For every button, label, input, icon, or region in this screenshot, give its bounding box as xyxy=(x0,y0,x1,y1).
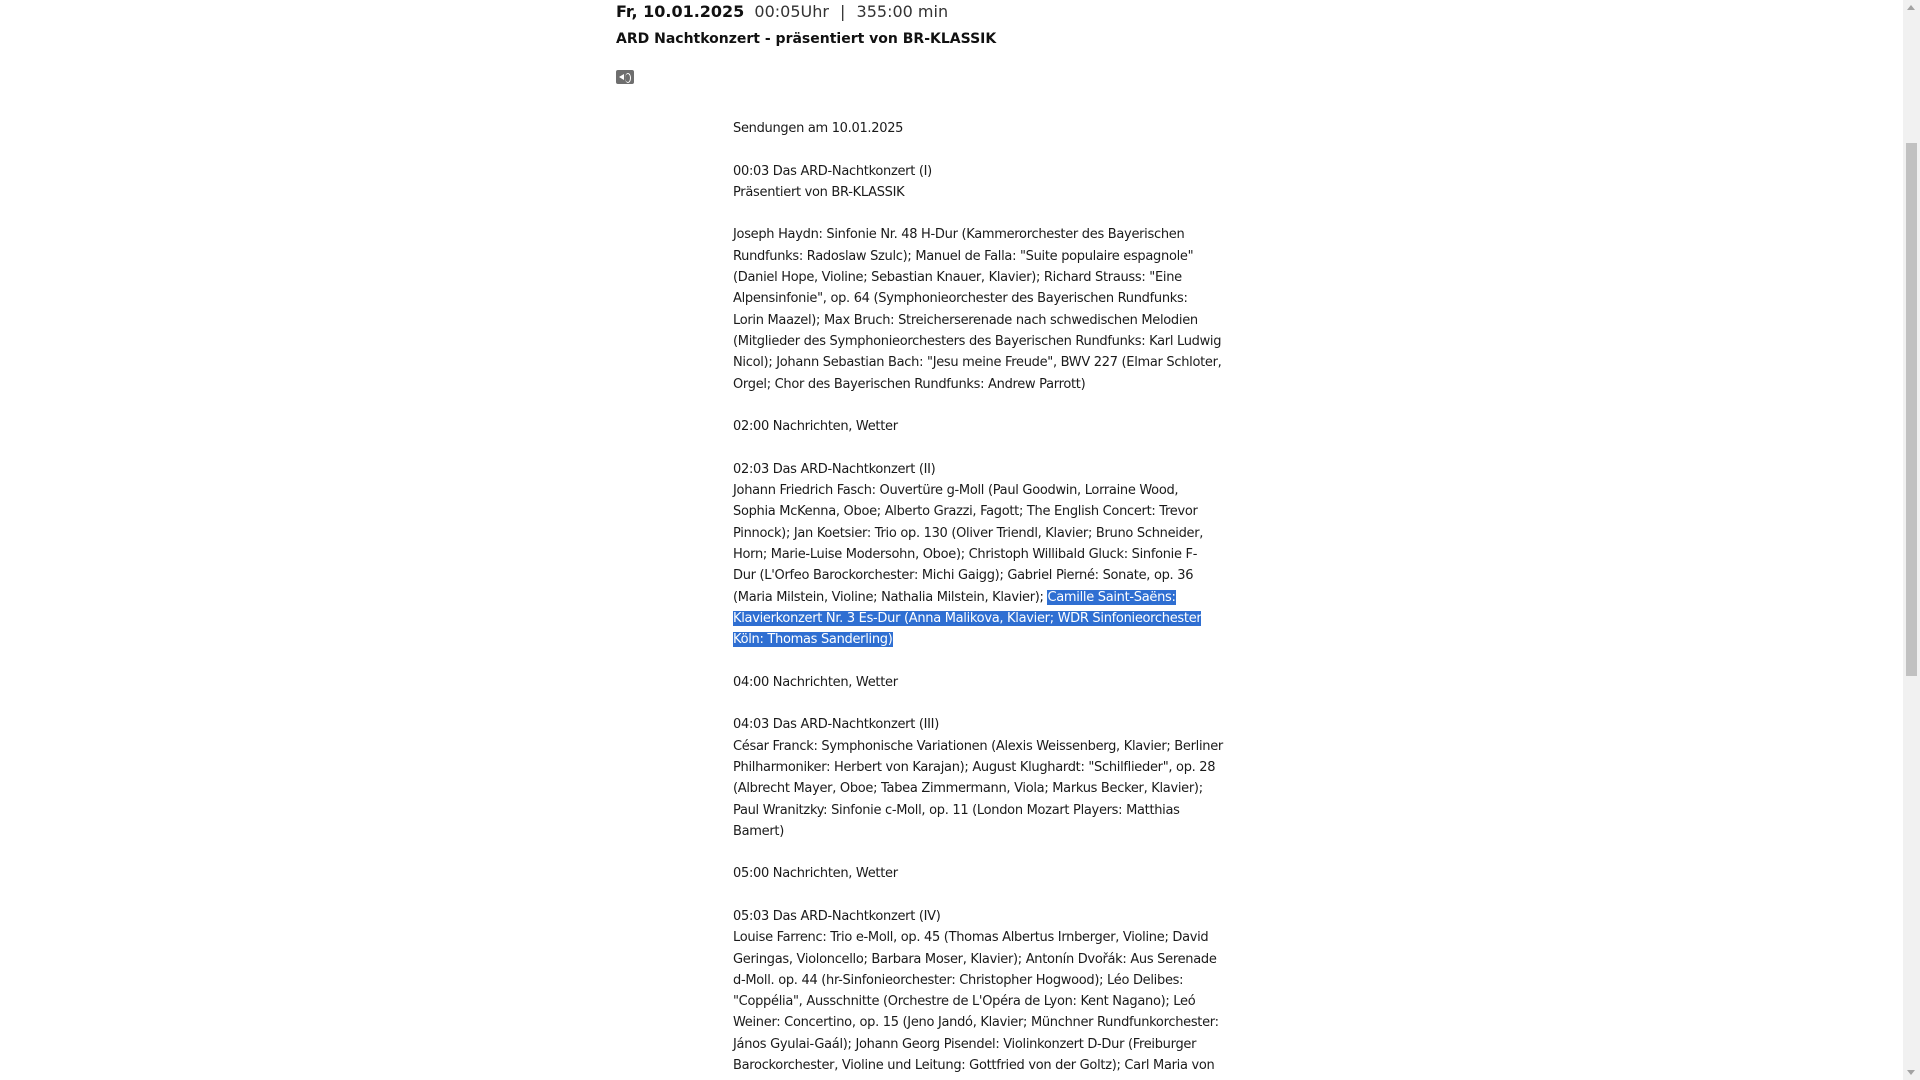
program-line: Lorin Maazel); Max Bruch: Streicherserenade nach schwedischen Melodien xyxy=(733,312,1198,328)
program-line: Barockorchester, Violine und Leitung: Gottfried von der Goltz); Carl Maria von xyxy=(733,1058,1215,1074)
selected-text: Camille Saint-Saëns: xyxy=(1047,589,1176,605)
program-block-5 xyxy=(733,672,1173,693)
program-line: János Gyulai-Gaál); Johann Georg Pisendel: Violinkonzert D-Dur (Freiburger xyxy=(733,1036,1197,1052)
program-line: d-Moll. op. 44 (hr-Sinfonieorchester: Christopher Hogwood); Léo Delibes: xyxy=(733,972,1184,988)
program-line: Präsentiert von BR-KLASSIK xyxy=(733,184,905,200)
program-line: Joseph Haydn: Sinfonie Nr. 48 H-Dur (Kammerorchester des Bayerischen xyxy=(733,227,1185,243)
program-block-6 xyxy=(733,714,1223,842)
program-line: (Mitglieder des Symphonieorchesters des Bayerischen Rundfunks: Karl Ludwig xyxy=(733,333,1222,349)
program-line: Nicol); Johann Sebastian Bach: "Jesu meine Freude", BWV 227 (Elmar Schloter, xyxy=(733,355,1222,371)
program-line: "Coppélia", Ausschnitte (Orchestre de L'Opéra de Lyon: Kent Nagano); Leó xyxy=(733,994,1196,1010)
program-line: Johann Friedrich Fasch: Ouvertüre g-Moll (Paul Goodwin, Lorraine Wood, xyxy=(733,483,1179,499)
program-block-3 xyxy=(733,416,1173,437)
program-line: 04:03 Das ARD-Nachtkonzert (III) xyxy=(733,717,939,733)
program-block-8 xyxy=(733,906,1219,1076)
program-line xyxy=(733,608,1202,629)
program-line: Dur (L'Orfeo Barockorchester: Michi Gaigg); Gabriel Pierné: Sonate, op. 36 xyxy=(733,568,1194,584)
broadcast-date: Fr, 10.01.2025 xyxy=(616,2,745,21)
program-line: Rundfunks: Radoslaw Szulc); Manuel de Falla: "Suite populaire espagnole" xyxy=(733,248,1194,264)
scroll-up-arrow-icon[interactable] xyxy=(1907,5,1915,10)
program-line: César Franck: Symphonische Variationen (Alexis Weissenberg, Klavier; Berliner xyxy=(733,738,1223,754)
program-line: 05:00 Nachrichten, Wetter xyxy=(733,866,898,882)
program-line: Orgel; Chor des Bayerischen Rundfunks: Andrew Parrott) xyxy=(733,376,1086,392)
program-block-4 xyxy=(733,459,1204,651)
broadcast-date-line xyxy=(616,2,948,22)
program-line: 00:03 Das ARD-Nachtkonzert (I) xyxy=(733,163,932,179)
program-line: Horn; Marie-Luise Modersohn, Oboe); Christoph Willibald Gluck: Sinfonie F- xyxy=(733,546,1198,562)
program-line: Paul Wranitzky: Sinfonie c-Moll, op. 11 (London Mozart Players: Matthias xyxy=(733,802,1180,818)
scroll-down-arrow-icon[interactable] xyxy=(1907,1070,1915,1075)
program-line xyxy=(733,629,1173,650)
broadcast-title: ARD Nachtkonzert - präsentiert von BR-KLASSIK xyxy=(616,31,997,47)
program-line: 04:00 Nachrichten, Wetter xyxy=(733,674,898,690)
program-block-7 xyxy=(733,863,1173,884)
program-line: Louise Farrenc: Trio e-Moll, op. 45 (Thomas Albertus Irnberger, Violine; David xyxy=(733,930,1209,946)
program-line: Bamert) xyxy=(733,823,784,839)
broadcast-time: 00:05Uhr xyxy=(754,2,829,21)
program-block-1 xyxy=(733,161,1173,204)
program-description xyxy=(733,118,1223,1080)
program-intro: Sendungen am 10.01.2025 xyxy=(733,121,904,136)
broadcast-duration: 355:00 min xyxy=(856,2,949,21)
program-line: 02:03 Das ARD-Nachtkonzert (II) xyxy=(733,461,936,477)
program-line: Sophia McKenna, Oboe; Alberto Grazzi, Fagott; The English Concert: Trevor xyxy=(733,504,1198,520)
program-line: 02:00 Nachrichten, Wetter xyxy=(733,419,898,435)
selected-text: Klavierkonzert Nr. 3 Es-Dur (Anna Malikova, Klavier; WDR Sinfonieorchester xyxy=(733,610,1202,626)
program-line: Philharmoniker: Herbert von Karajan); August Klughardt: "Schilflieder", op. 28 xyxy=(733,759,1216,775)
program-line: Geringas, Violoncello; Barbara Moser, Klavier); Antonín Dvořák: Aus Serenade xyxy=(733,951,1217,967)
program-line: Weiner: Concertino, op. 15 (Jeno Jandó, Klavier; Münchner Rundfunkorchester: xyxy=(733,1015,1219,1031)
separator: | xyxy=(840,2,846,21)
program-line xyxy=(733,587,1176,608)
program-block-2 xyxy=(733,224,1222,394)
vertical-scrollbar[interactable] xyxy=(1903,0,1920,1080)
scrollbar-thumb[interactable] xyxy=(1906,143,1917,676)
program-line: (Albrecht Mayer, Oboe; Tabea Zimmermann, Viola; Markus Becker, Klavier); xyxy=(733,781,1203,797)
program-line: 05:03 Das ARD-Nachtkonzert (IV) xyxy=(733,908,941,924)
program-line: Pinnock); Jan Koetsier: Trio op. 130 (Oliver Triendl, Klavier; Bruno Schneider, xyxy=(733,525,1204,541)
program-text: (Maria Milstein, Violine; Nathalia Milstein, Klavier); xyxy=(733,589,1048,605)
audio-description-icon[interactable] xyxy=(616,70,634,84)
selected-text: Köln: Thomas Sanderling) xyxy=(733,632,893,648)
program-line: (Daniel Hope, Violine; Sebastian Knauer, Klavier); Richard Strauss: "Eine xyxy=(733,270,1182,286)
program-line: Alpensinfonie", op. 64 (Symphonieorchester des Bayerischen Rundfunks: xyxy=(733,291,1188,307)
